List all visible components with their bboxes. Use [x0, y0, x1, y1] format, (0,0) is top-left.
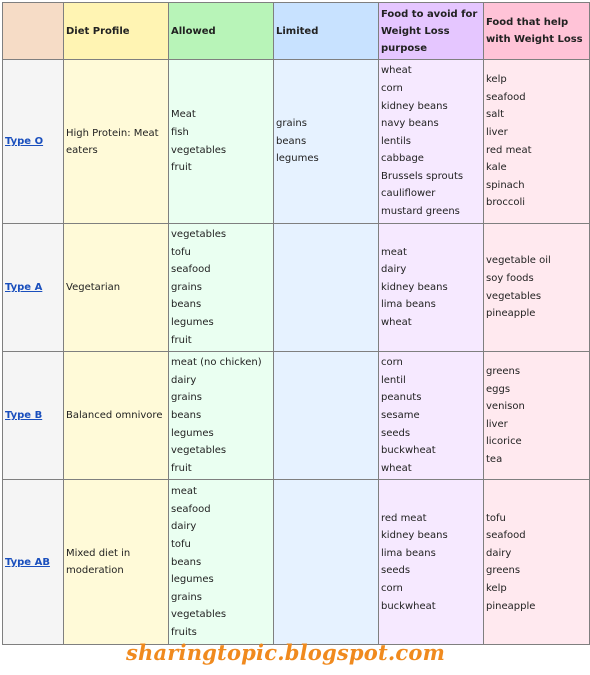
food-item: kidney beans: [381, 100, 448, 112]
limited-cell: [274, 224, 379, 352]
type-cell: [3, 224, 64, 352]
food-item: broccoli: [486, 197, 526, 209]
food-item: beans: [171, 299, 202, 311]
food-item: red meat: [381, 512, 427, 524]
header-food-that-help: Food that help with Weight Loss: [484, 3, 590, 60]
food-item: meat: [171, 486, 197, 498]
food-item: Meat: [171, 109, 196, 121]
food-item: fruit: [171, 162, 192, 174]
header-row: [3, 3, 590, 60]
limited-cell: [274, 352, 379, 480]
food-item: greens: [486, 365, 521, 377]
food-item: beans: [171, 556, 202, 568]
food-item: liver: [486, 126, 508, 138]
diet-profile-cell: [64, 224, 169, 352]
limited-cell: [274, 60, 379, 224]
food-item: grains: [171, 392, 202, 404]
allowed-cell: [169, 60, 274, 224]
blood-type-link[interactable]: Type AB: [5, 556, 50, 568]
food-item: tofu: [486, 512, 506, 524]
avoid-cell: [379, 480, 484, 645]
food-item: pineapple: [486, 308, 536, 320]
type-cell: [3, 60, 64, 224]
food-item: seeds: [381, 565, 411, 577]
table-row: [3, 352, 590, 480]
food-item: vegetable oil: [486, 255, 551, 267]
food-item: grains: [276, 118, 307, 130]
food-item: corn: [381, 582, 403, 594]
allowed-cell: [169, 224, 274, 352]
food-item: grains: [171, 591, 202, 603]
food-item: salt: [486, 109, 505, 121]
food-item: kelp: [486, 582, 507, 594]
diet-profile-cell: [64, 60, 169, 224]
food-item: mustard greens: [381, 206, 460, 218]
allowed-list: [171, 106, 271, 176]
allowed-list: [171, 354, 271, 477]
food-item: sesame: [381, 409, 420, 421]
food-item: cabbage: [381, 153, 424, 165]
food-item: vegetables: [171, 229, 227, 240]
food-item: seeds: [381, 427, 411, 439]
allowed-cell: [169, 480, 274, 645]
header-diet-profile: Diet Profile: [64, 3, 169, 60]
food-item: legumes: [171, 427, 214, 439]
food-item: Brussels sprouts: [381, 170, 464, 182]
allowed-cell: [169, 352, 274, 480]
blood-type-diet-table: [2, 2, 590, 645]
food-item: beans: [276, 135, 307, 147]
food-item: cauliflower: [381, 188, 436, 200]
table-row: [3, 60, 590, 224]
food-item: kidney beans: [381, 281, 448, 293]
food-item: kale: [486, 162, 507, 174]
table-row: [3, 480, 590, 645]
food-item: licorice: [486, 436, 522, 448]
food-item: fish: [171, 126, 189, 138]
header-limited: Limited: [274, 3, 379, 60]
food-item: vegetables: [486, 290, 542, 302]
food-item: liver: [486, 418, 508, 430]
help-cell: [484, 480, 590, 645]
allowed-list: [171, 483, 271, 641]
food-item: red meat: [486, 144, 532, 156]
food-item: dairy: [381, 264, 407, 276]
header-blank: [3, 3, 64, 60]
blood-type-link[interactable]: Type B: [5, 410, 43, 422]
food-item: peanuts: [381, 392, 422, 404]
food-item: corn: [381, 357, 403, 369]
avoid-list: [381, 510, 481, 616]
help-cell: [484, 224, 590, 352]
diet-profile-cell: [64, 480, 169, 645]
food-item: buckwheat: [381, 600, 436, 612]
diet-profile-text: Balanced omnivore: [66, 410, 163, 422]
food-item: dairy: [171, 374, 197, 386]
food-item: buckwheat: [381, 445, 436, 457]
food-item: lima beans: [381, 547, 436, 559]
diet-profile-cell: [64, 352, 169, 480]
food-item: seafood: [486, 91, 526, 103]
food-item: seafood: [171, 503, 211, 515]
diet-profile-text: Mixed diet in moderation: [66, 548, 131, 577]
food-item: dairy: [171, 521, 197, 533]
blood-type-link[interactable]: Type A: [5, 282, 43, 294]
food-item: beans: [171, 409, 202, 421]
allowed-list: [171, 226, 271, 349]
food-item: tofu: [171, 246, 191, 258]
food-item: vegetables: [171, 445, 227, 457]
avoid-list: [381, 354, 481, 477]
food-item: tea: [486, 453, 503, 465]
avoid-list: [381, 62, 481, 220]
food-item: greens: [486, 565, 521, 577]
food-item: venison: [486, 401, 525, 413]
food-item: lima beans: [381, 299, 436, 311]
food-item: wheat: [381, 65, 412, 77]
diet-profile-text: High Protein: Meat eaters: [66, 127, 159, 156]
limited-cell: [274, 480, 379, 645]
help-list: [486, 252, 587, 322]
food-item: fruit: [171, 334, 192, 346]
food-item: vegetables: [171, 144, 227, 156]
food-item: seafood: [486, 530, 526, 542]
help-list: [486, 510, 587, 616]
table-row: [3, 224, 590, 352]
food-item: wheat: [381, 462, 412, 474]
food-item: kidney beans: [381, 530, 448, 542]
diet-profile-text: Vegetarian: [66, 282, 121, 294]
food-item: vegetables: [171, 609, 227, 621]
food-item: meat (no chicken): [171, 357, 262, 369]
food-item: meat: [381, 246, 407, 258]
header-allowed: Allowed: [169, 3, 274, 60]
food-item: eggs: [486, 383, 511, 395]
type-cell: [3, 352, 64, 480]
food-item: fruit: [171, 462, 192, 474]
avoid-cell: [379, 352, 484, 480]
food-item: dairy: [486, 547, 512, 559]
avoid-list: [381, 244, 481, 332]
help-list: [486, 71, 587, 212]
blood-type-link[interactable]: Type O: [5, 136, 44, 147]
food-item: legumes: [171, 316, 214, 328]
help-cell: [484, 60, 590, 224]
help-cell: [484, 352, 590, 480]
food-item: lentils: [381, 135, 411, 147]
food-item: pineapple: [486, 600, 536, 612]
avoid-cell: [379, 60, 484, 224]
footer-blog-url: sharingtopic.blogspot.com: [125, 640, 446, 665]
avoid-cell: [379, 224, 484, 352]
food-item: lentil: [381, 374, 406, 386]
food-item: legumes: [276, 153, 319, 165]
food-item: seafood: [171, 264, 211, 276]
food-item: tofu: [171, 538, 191, 550]
food-item: fruits: [171, 626, 197, 638]
food-item: legumes: [171, 574, 214, 586]
food-item: spinach: [486, 179, 525, 191]
food-item: corn: [381, 82, 403, 94]
food-item: kelp: [486, 74, 507, 86]
food-item: wheat: [381, 316, 412, 328]
food-item: grains: [171, 281, 202, 293]
food-item: soy foods: [486, 272, 534, 284]
header-food-to-avoid: Food to avoid for Weight Loss purpose: [379, 3, 484, 60]
food-item: navy beans: [381, 118, 439, 130]
help-list: [486, 363, 587, 469]
limited-list: [276, 115, 376, 168]
table-body: [3, 60, 590, 645]
type-cell: [3, 480, 64, 645]
